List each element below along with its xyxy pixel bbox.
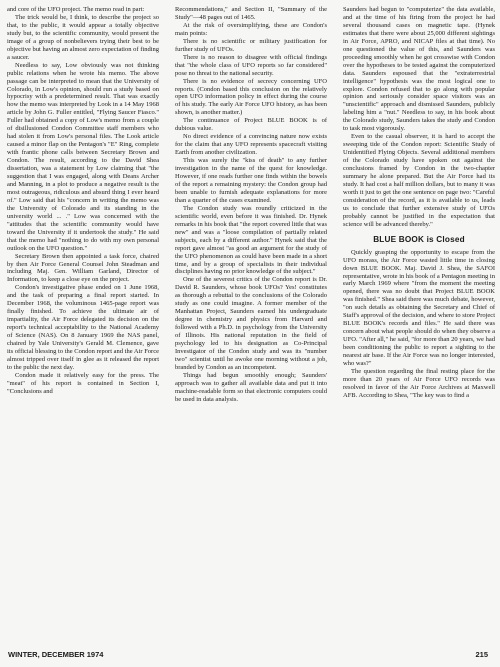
paragraph: and core of the UFO project. The memo read in part: xyxy=(7,6,145,13)
text-column-1 xyxy=(7,6,159,646)
text-column-3 xyxy=(343,6,495,646)
paragraph: No direct evidence of a convincing nature now exists for the claim that any UFO represents spacecraft visiting Earth from another civilization. xyxy=(175,133,327,157)
text-column-2 xyxy=(175,6,327,646)
section-heading: BLUE BOOK is Closed xyxy=(373,234,465,244)
paragraph: One of the severest critics of the Condon report is Dr. David R. Saunders, whose book UFOs? Yes! constitutes as thorough a rebuttal to the conclusions of the Colorado study as one could imagine. A former member of the Manhattan Project, Saunders earned his undergraduate degree in chemistry and physics from Harvard and followed with a Ph.D. in psychology from the University of Illinois. His national reputation in the field of psychology led to his designation as Co-Principal Investigator of the Condon study and was its "number two" scientist until he awoke one morning without a job, branded by Condon as an incompetent. xyxy=(175,276,327,371)
paragraph: The continuance of Project BLUE BOOK is of dubious value. xyxy=(175,117,327,133)
paragraph: Even to the casual observer, it is hard to accept the sweeping tide of the Condon report: Scientific Study of Unidentified Flying Objects. Several additional members of the Colorado study have spoken out against the conclusions framed by Condon in the two-chapter summary he alone prepared. But the Air Force had its study. It had cost a half million dollars, but to many it was worth it just to get the one sentence on page two: "Careful consideration of the record, as it is available to us, leads us to conclude that further extensive study of UFOs probably cannot be justified in the expectation that science will be advanced thereby." xyxy=(343,133,495,228)
paragraph: The trick would be, I think, to describe the project so that, to the public, it would appear a totally objective study but, to the scientific community, would present the image of a group of nonbelievers trying their best to be objective but having an almost zero expectation of finding a saucer. xyxy=(7,13,159,61)
paragraph: Quickly grasping the opportunity to escape from the UFO morass, the Air Force wasted little time in closing down BLUE BOOK. Maj. David J. Shea, the SAFOI representative, wrote in his book of a Pentagon meeting in early March 1969 where "from the moment the meeting opened, there was no doubt that Project BLUE BOOK was finished." Shea said there was much debate, however, "on such details as obtaining the Secretary and Chief of Staff's approval of the decision, and where to store Project BLUE BOOK's records and files." He said there was concern about what people should do when they observe a UFO. "After all," he said, "for more than 20 years, we had been conditioning the public to report a sighting to the nearest air base. If the Air Force was no longer interested, who was?" xyxy=(343,248,495,367)
paragraph: There is no reason to disagree with official findings that "the whole class of UFO reports so far considered" pose no threat to the national security. xyxy=(175,53,327,77)
page-footer xyxy=(0,650,500,664)
paragraph: Things had begun smoothly enough; Saunders' approach was to gather all available data and put it into machine-readable form so that electronic computers could be used in data analysis. xyxy=(175,371,327,403)
column-3-bottom xyxy=(343,249,495,400)
paragraph: Recommendations," and Section II, "Summary of the Study"—48 pages out of 1465. xyxy=(175,6,327,21)
page-number: 215 xyxy=(475,650,488,659)
paragraph: Secretary Brown then appointed a task force, chaired by then Air Force General Counsel John Steadman and including Maj. Gen. William Garland, Director of Information, to keep a close eye on the project. xyxy=(7,252,159,284)
paragraph: There is no scientific or military justification for further study of UFOs. xyxy=(175,37,327,53)
issue-date: WINTER, DECEMBER 1974 xyxy=(8,650,104,659)
paragraph: This was surely the "kiss of death" to any further investigation in the name of the quest for knowledge. However, if one reads further one finds within the bowels of the report a remaining mystery: the Condon group had been unable to furnish adequate explanations for more than a quarter of the cases examined. xyxy=(175,157,327,204)
article-page xyxy=(7,6,495,648)
paragraph: The question regarding the final resting place for the more than 20 years of Air Force UFO records was resolved in favor of the Air Force Archives at Maxwell AFB. According to Shea, "The key was to find a xyxy=(343,367,495,399)
paragraph: Needless to say, Low obviously was not thinking public relations when he wrote his memo. The above passage can be interpreted to mean that the University of Colorado, in Low's opinion, should run a study based on hypocrisy with a predetermined result. That was exactly how the memo was interpreted by Look in a 14 May 1968 article by John G. Fuller entitled, "Flying Saucer Fiasco." Fuller had obtained a copy of Low's memo from a couple of disillusioned Condon Committee staff members who had stolen it from Low's personal files. The Look article caused a minor flap on the Pentagon's "E" Ring, complete with frantic phone calls between Secretary Brown and Condon. The result, according to the David Shea dissertation, was a statement by Low claiming that "the suggestion that I was engaged, along with Deans Archer and Manning, in a plot to produce a negative result is the most outrageous, ridiculous and absurd thing I ever heard of." Low said that his "concern in writing the memo was the University of Colorado and its standing in the university world ... ." Low was concerned with the "attitudes that the scientific community would have toward the University if it undertook the study." He said that the memo had "nothing to do with my own personal outlook on the UFO question." xyxy=(7,61,159,252)
paragraph: Saunders had begun to "computerize" the data available, and at the time of his firing from the project he had several thousand cases on magnetic tape. (Hynek estimates that there were about 25,000 different sightings in Air Force, APRO, and NICAP files at that time). No one questioned the value of this, and Saunders was proceeding smoothly when he got crosswise with Condon over the hypotheses to be tested against the computerized data. Saunders espoused that the "extraterrestrial intelligence" hypothesis was the most logical one to explore. Condon refused that to go along with popular opinion and seriously consider space visitors was an "unscientific" approach and dismissed Saunders, publicly labeling him a "nut." Needless to say, in his book about the Colorado study, Saunders takes the study and Condon to task most vigorously. xyxy=(343,6,495,133)
column-3-top xyxy=(343,6,495,229)
paragraph: Condon made it relatively easy for the press. The "meat" of his report is contained in Section I, "Conclusions and xyxy=(7,371,159,395)
paragraph: There is no evidence of secrecy concerning UFO reports. (Condon based this conclusion on the relatively open UFO information policy in effect during the course of his study. The early Air Force UFO history, as has been shown, is another matter.) xyxy=(175,77,327,117)
paragraph: At the risk of oversimplifying, these are Condon's main points: xyxy=(175,21,327,37)
paragraph: Condon's investigative phase ended on 1 June 1968, and the task of preparing a final report started. In December 1968, the voluminous 1465-page report was finally finished. To achieve the ultimate air of impartiality, the Air Force delegated its decision on the report's technical acceptability to the National Academy of Science (NAS). On 8 January 1969 the NAS panel, chaired by Yale University's Gerald M. Clemence, gave its official blessing to the Condon report and the Air Force almost tripped over itself in glee as it released the report to the public the next day. xyxy=(7,284,159,371)
paragraph: The Condon study was roundly criticized in the scientific world, even before it was finished. Dr. Hynek remarks in his book that "the report covered little that was new" and was a "loose compilation of partially related subjects, each by a different author." Hynek said that the report gave almost "as good an argument for the study of the UFO phenomenon as could have been made in a short time, and by a group of specialists in their individual disciplines having no prior knowledge of the subject." xyxy=(175,204,327,276)
